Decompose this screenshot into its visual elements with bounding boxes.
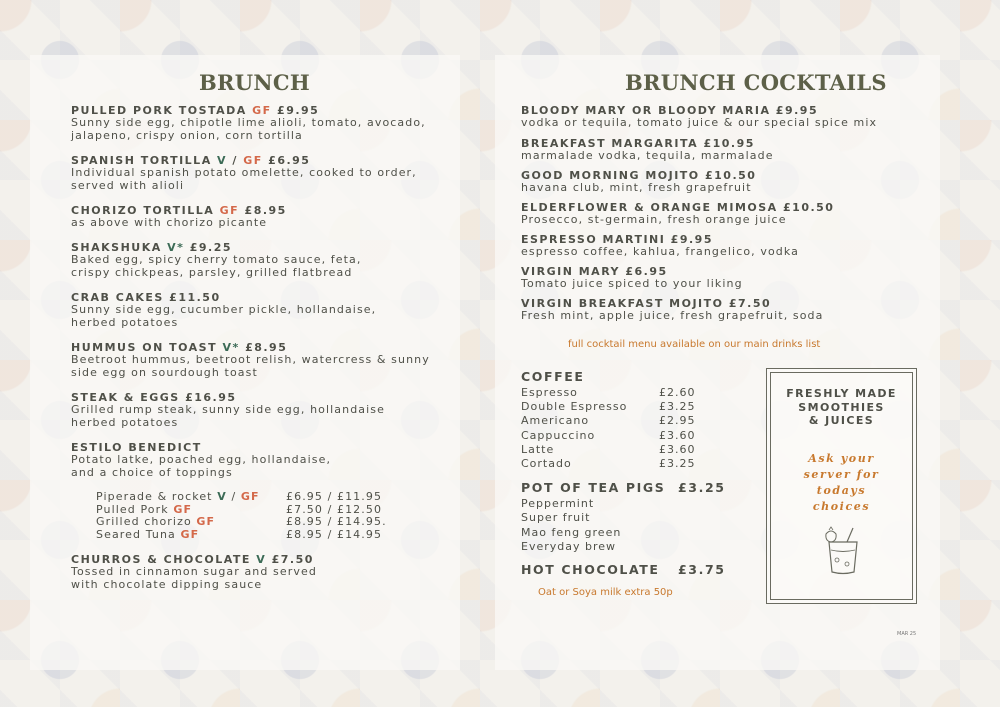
benedict-option: Pulled Pork GF £7.50 / £12.50 [96,502,383,516]
cocktail-name: ESPRESSO MARTINI £9.95 [521,232,713,246]
menu-item-pulled-pork-tostada [71,104,451,142]
brunch-title: BRUNCH [199,70,311,95]
item-desc: and a choice of toppings [71,465,233,479]
item-name: STEAK & EGGS £16.95 [71,391,237,404]
smoothies-script-text: Ask your server for todays choices [803,452,880,513]
item-desc: served with alioli [71,178,185,192]
smoothies-box [766,368,917,604]
menu-item-spanish-tortilla [71,154,451,192]
item-name: SPANISH TORTILLA V / GF £6.95 [71,154,311,167]
item-desc: herbed potatoes [71,315,179,329]
item-name: PULLED PORK TOSTADA GF £9.95 [71,104,320,117]
item-desc: Beetroot hummus, beetroot relish, watercress & sunny [71,353,430,366]
tea-item: Mao feng green [521,525,622,539]
item-desc: herbed potatoes [71,415,179,429]
milk-note: Oat or Soya milk extra 50p [538,587,673,598]
coffee-item: Espresso £2.60 [521,386,696,399]
coffee-item: Double Espresso £3.25 [521,400,696,414]
cocktail-name: VIRGIN MARY £6.95 [521,264,668,278]
item-name: CHORIZO TORTILLA GF £8.95 [71,204,287,217]
tea-item: Peppermint [521,497,595,510]
cocktail-desc: Fresh mint, apple juice, fresh grapefruit, soda [521,308,824,322]
coffee-item: Cappuccino £3.60 [521,428,696,442]
menu-item-churros [71,553,451,591]
item-name: CHURROS & CHOCOLATE V £7.50 [71,553,314,566]
cocktail-item [521,104,921,130]
benedict-option: Piperade & rocket V / GF £6.95 / £11.95 [96,490,383,503]
item-name: HUMMUS ON TOAST V* £8.95 [71,341,288,354]
tea-item: Super fruit [521,511,591,525]
item-desc: as above with chorizo picante [71,216,268,229]
menu-item-hummus-on-toast [71,341,451,379]
cocktail-menu-note: full cocktail menu available on our main drinks list [568,339,821,350]
coffee-item: Americano £2.95 [521,414,696,428]
item-desc: Sunny side egg, chipotle lime alioli, tomato, avocado, [71,116,426,129]
hot-chocolate-heading: HOT CHOCOLATE £3.75 [521,562,726,577]
cocktail-item [521,265,921,291]
item-name: SHAKSHUKA V* £9.25 [71,241,233,254]
item-desc: Sunny side egg, cucumber pickle, hollandaise, [71,303,377,316]
option-price: £7.50 / £12.50 [286,502,383,516]
cocktail-name: GOOD MORNING MOJITO £10.50 [521,168,757,182]
date-code: MAR 25 [897,631,917,637]
cocktail-desc: espresso coffee, kahlua, frangelico, vodka [521,244,799,258]
option-price: £8.95 / £14.95 [286,527,383,541]
item-desc: with chocolate dipping sauce [71,577,263,591]
menu-item-steak-and-eggs [71,391,451,429]
cocktail-item [521,201,921,227]
item-name: CRAB CAKES £11.50 [71,291,221,304]
cocktail-item [521,233,921,259]
menu-item-shakshuka [71,241,451,279]
cocktail-item [521,137,921,163]
cocktail-item [521,297,921,323]
cocktail-name: BREAKFAST MARGARITA £10.95 [521,136,755,150]
item-desc: Individual spanish potato omelette, cooked to order, [71,166,417,179]
item-desc: Tossed in cinnamon sugar and served [71,565,317,578]
hot-chocolate-price: £3.75 [678,562,726,577]
item-desc: Grilled rump steak, sunny side egg, hollandaise [71,403,385,416]
option-price: £8.95 / £14.95. [286,515,387,528]
cocktail-name: ELDERFLOWER & ORANGE MIMOSA £10.50 [521,200,835,214]
coffee-heading: COFFEE [521,369,585,384]
cocktail-desc: Tomato juice spiced to your liking [521,276,743,290]
item-desc: jalapeno, crispy onion, corn tortilla [71,128,303,142]
smoothies-title: FRESHLY MADE SMOOTHIES & JUICES [786,387,897,427]
menu-item-estilo-benedict [71,441,451,479]
smoothie-glass-icon [823,526,863,576]
cocktail-desc: vodka or tequila, tomato juice & our special spice mix [521,116,878,129]
cocktail-name: BLOODY MARY OR BLOODY MARIA £9.95 [521,104,819,117]
item-desc: Potato latke, poached egg, hollandaise, [71,453,332,466]
cocktail-desc: marmalade vodka, tequila, marmalade [521,148,774,162]
tea-item: Everyday brew [521,539,617,553]
cocktail-item [521,169,921,195]
tea-price: £3.25 [678,480,726,495]
item-name: ESTILO BENEDICT [71,441,202,454]
cocktail-desc: havana club, mint, fresh grapefruit [521,180,752,194]
item-desc: crispy chickpeas, parsley, grilled flatbread [71,265,353,279]
menu-item-crab-cakes [71,291,451,329]
menu-item-chorizo-tortilla [71,204,451,230]
benedict-option: Grilled chorizo GF £8.95 / £14.95. [96,515,387,528]
tea-heading: POT OF TEA PIGS £3.25 [521,480,726,495]
option-price: £6.95 / £11.95 [286,490,383,503]
item-desc: Baked egg, spicy cherry tomato sauce, feta, [71,253,362,266]
cocktail-desc: Prosecco, st-germain, fresh orange juice [521,212,787,226]
cocktails-title: BRUNCH COCKTAILS [625,70,887,95]
item-desc: side egg on sourdough toast [71,365,258,379]
benedict-option: Seared Tuna GF £8.95 / £14.95 [96,527,383,541]
coffee-item: Latte £3.60 [521,442,696,456]
cocktail-name: VIRGIN BREAKFAST MOJITO £7.50 [521,296,772,310]
coffee-item: Cortado £3.25 [521,457,696,470]
